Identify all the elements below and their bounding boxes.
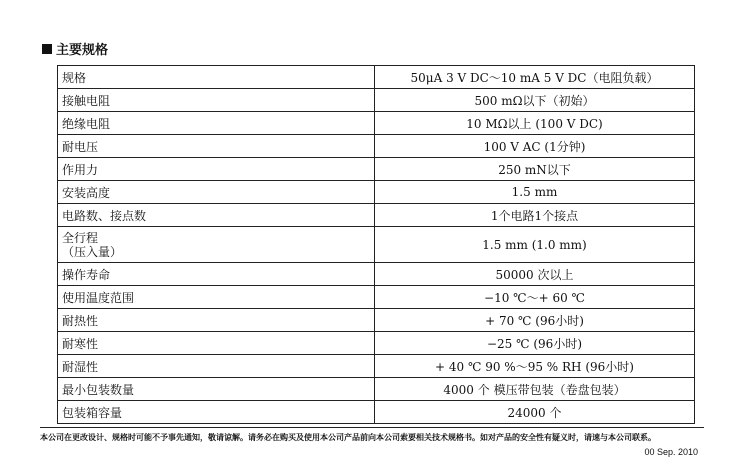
- footer-divider: [40, 427, 704, 428]
- spec-label: 绝缘电阻: [58, 112, 375, 135]
- table-row: [58, 378, 695, 401]
- spec-value: 500 mΩ以下（初始）: [375, 89, 695, 112]
- section-title: 主要规格: [56, 43, 109, 58]
- spec-value: 4000 个 模压带包装（卷盘包装）: [375, 378, 695, 401]
- table-row: [58, 227, 695, 263]
- table-row: [58, 89, 695, 112]
- spec-label: [58, 227, 375, 263]
- spec-label: 耐热性: [58, 309, 375, 332]
- spec-value: + 40 ℃ 90 %～95 % RH (96小时): [375, 355, 695, 378]
- spec-label: 耐湿性: [58, 355, 375, 378]
- spec-label-line1: 全行程: [62, 230, 99, 245]
- spec-value: 1.5 mm: [375, 181, 695, 204]
- spec-label: 接触电阻: [58, 89, 375, 112]
- spec-value: 100 V AC (1分钟): [375, 135, 695, 158]
- table-row: [58, 286, 695, 309]
- section-heading: [42, 39, 108, 58]
- spec-value: 24000 个: [375, 401, 695, 424]
- square-bullet-icon: [42, 44, 52, 54]
- spec-value: + 70 ℃ (96小时): [375, 309, 695, 332]
- spec-label: 耐电压: [58, 135, 375, 158]
- spec-value: 50μA 3 V DC～10 mA 5 V DC（电阻负载）: [375, 66, 695, 89]
- table-row: [58, 181, 695, 204]
- spec-label: 最小包装数量: [58, 378, 375, 401]
- table-row: [58, 355, 695, 378]
- spec-table: [57, 65, 695, 424]
- spec-value: −25 ℃ (96小时): [375, 332, 695, 355]
- table-row: [58, 66, 695, 89]
- spec-value: 1个电路1个接点: [375, 204, 695, 227]
- table-row: [58, 135, 695, 158]
- spec-label: 电路数、接点数: [58, 204, 375, 227]
- spec-value: 250 mN以下: [375, 158, 695, 181]
- spec-label: 耐寒性: [58, 332, 375, 355]
- spec-value: 1.5 mm (1.0 mm): [375, 227, 695, 263]
- spec-label: 规格: [58, 66, 375, 89]
- spec-label: 操作寿命: [58, 263, 375, 286]
- table-row: [58, 204, 695, 227]
- spec-label: 包装箱容量: [58, 401, 375, 424]
- footer-disclaimer: 本公司在更改设计、规格时可能不予事先通知，敬请谅解。请务必在购买及使用本公司产品前向本公司索要相关技术规格书。如对产品的安全性有疑义时，请速与本公司联系。: [40, 433, 656, 442]
- table-row: [58, 332, 695, 355]
- spec-value: 50000 次以上: [375, 263, 695, 286]
- spec-label: 使用温度范围: [58, 286, 375, 309]
- table-row: [58, 401, 695, 424]
- table-row: [58, 158, 695, 181]
- footer-doc-code: 00 Sep. 2010: [644, 447, 698, 457]
- spec-value: 10 MΩ以上 (100 V DC): [375, 112, 695, 135]
- table-row: [58, 263, 695, 286]
- spec-label: 安装高度: [58, 181, 375, 204]
- spec-label-line2: （压入量）: [62, 244, 123, 259]
- table-row: [58, 112, 695, 135]
- spec-label: 作用力: [58, 158, 375, 181]
- spec-value: −10 ℃～+ 60 ℃: [375, 286, 695, 309]
- table-row: [58, 309, 695, 332]
